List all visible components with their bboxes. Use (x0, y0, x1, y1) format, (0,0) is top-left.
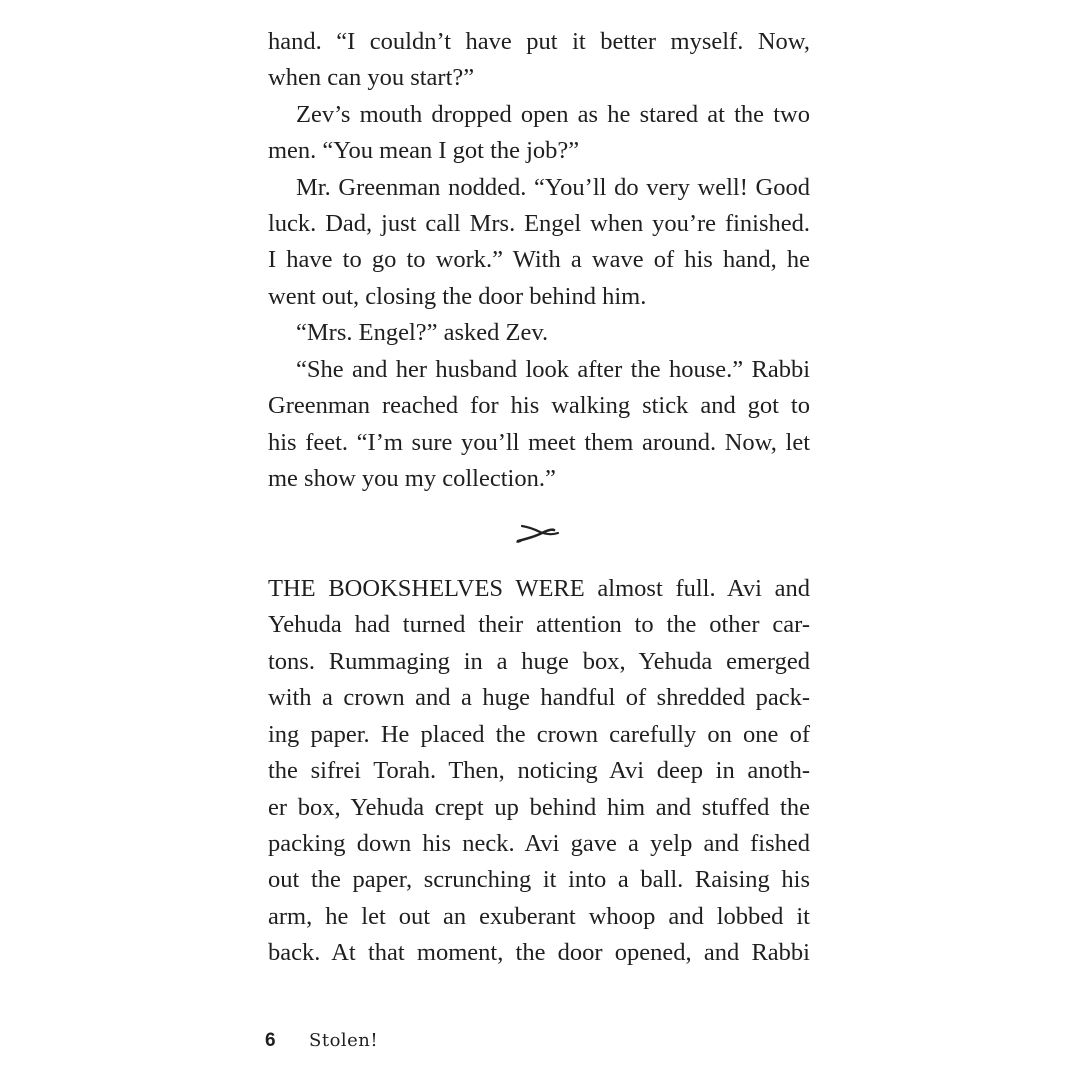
page-footer (265, 1026, 378, 1056)
text-line: ing paper. He placed the crown carefully on one of (268, 721, 810, 748)
text-line: er box, Yehuda crept up behind him and stuffed the (268, 794, 810, 821)
text-line: “She and her husband look after the house.” Rabbi (296, 356, 810, 383)
text-line: when can you start?” (268, 64, 475, 91)
text-line: back. At that moment, the door opened, and Rabbi (268, 939, 810, 966)
text-line: out the paper, scrunching it into a ball. Raising his (268, 866, 810, 893)
text-line: hand. “I couldn’t have put it better myself. Now, (268, 28, 810, 55)
text-line: me show you my collection.” (268, 465, 556, 492)
text-line: arm, he let out an exuberant whoop and lobbed it (268, 903, 810, 930)
text-line: Greenman reached for his walking stick and got to (268, 392, 810, 419)
text-line: THE BOOKSHELVES WERE almost full. Avi and (268, 575, 810, 602)
page-number: 6 (265, 1030, 276, 1051)
text-line: luck. Dad, just call Mrs. Engel when you’re finished. (268, 210, 810, 237)
text-line: his feet. “I’m sure you’ll meet them around. Now, let (268, 429, 810, 456)
text-line: I have to go to work.” With a wave of his hand, he (268, 246, 810, 273)
running-title: Stolen! (309, 1030, 379, 1051)
text-line: Mr. Greenman nodded. “You’ll do very well! Good (296, 174, 810, 201)
text-line: with a crown and a huge handful of shredded pack- (268, 684, 810, 711)
text-line: “Mrs. Engel?” asked Zev. (296, 319, 549, 346)
text-line: men. “You mean I got the job?” (268, 137, 580, 164)
text-line: tons. Rummaging in a huge box, Yehuda emerged (268, 648, 810, 675)
text-line: the sifrei Torah. Then, noticing Avi deep in anoth- (268, 757, 810, 784)
text-line: Yehuda had turned their attention to the other car- (268, 611, 810, 638)
text-line: packing down his neck. Avi gave a yelp and fished (268, 830, 810, 857)
text-line: Zev’s mouth dropped open as he stared at the two (296, 101, 810, 128)
section-break-flourish-icon (512, 518, 564, 548)
text-line: went out, closing the door behind him. (268, 283, 647, 310)
